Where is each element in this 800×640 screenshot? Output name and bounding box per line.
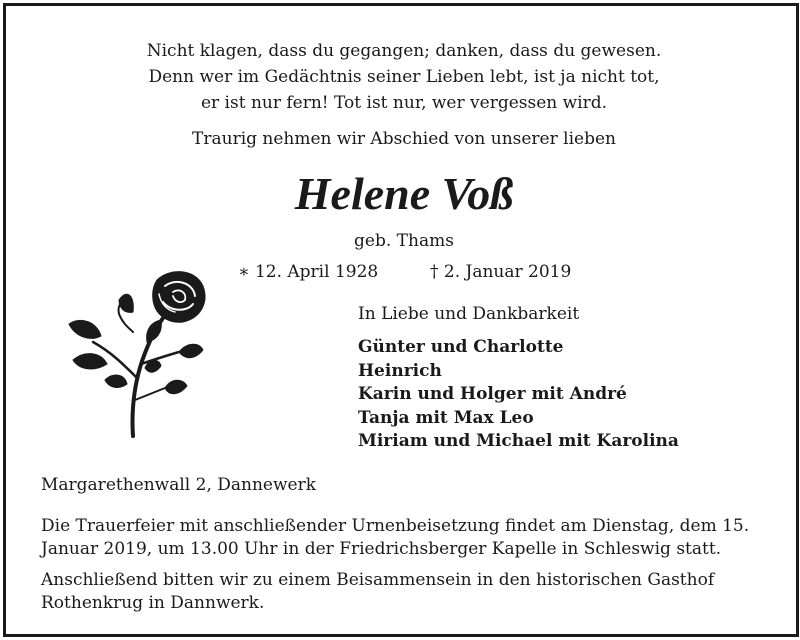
death-date: † 2. Januar 2019 xyxy=(430,262,572,282)
maiden-name: geb. Thams xyxy=(354,231,454,251)
thanks-line: In Liebe und Dankbarkeit xyxy=(358,304,580,324)
family-member: Heinrich xyxy=(358,360,442,381)
funeral-details: Die Trauerfeier mit anschließender Urnenbeisetzung findet am Dienstag, dem 15. Januar 2019, um 13.00 Uhr in der Friedrichsberger Kapelle in Schleswig statt. xyxy=(41,516,750,559)
family-member: Tanja mit Max Leo xyxy=(358,407,534,428)
rose-icon xyxy=(61,268,211,438)
obituary-notice xyxy=(3,3,799,637)
family-member: Miriam und Michael mit Karolina xyxy=(358,431,679,451)
family-member: Günter und Charlotte xyxy=(358,337,564,357)
gathering-details: Anschließend bitten wir zu einem Beisammensein in den historischen Gasthof Rothenkrug in Dannwerk. xyxy=(41,570,715,613)
deceased-name: Helene Voß xyxy=(294,168,514,219)
quote-line: er ist nur fern! Tot ist nur, wer vergessen wird. xyxy=(200,93,608,113)
quote-line: Denn wer im Gedächtnis seiner Lieben lebt, ist ja nicht tot, xyxy=(148,67,660,87)
family-member: Karin und Holger mit André xyxy=(358,384,627,404)
family-list xyxy=(358,336,679,454)
birth-date: ∗ 12. April 1928 xyxy=(238,262,379,282)
quote-line: Nicht klagen, dass du gegangen; danken, dass du gewesen. xyxy=(146,41,662,61)
address: Margarethenwall 2, Dannewerk xyxy=(41,475,317,495)
intro-text: Traurig nehmen wir Abschied von unserer lieben xyxy=(192,129,616,149)
memorial-quote xyxy=(6,38,800,116)
